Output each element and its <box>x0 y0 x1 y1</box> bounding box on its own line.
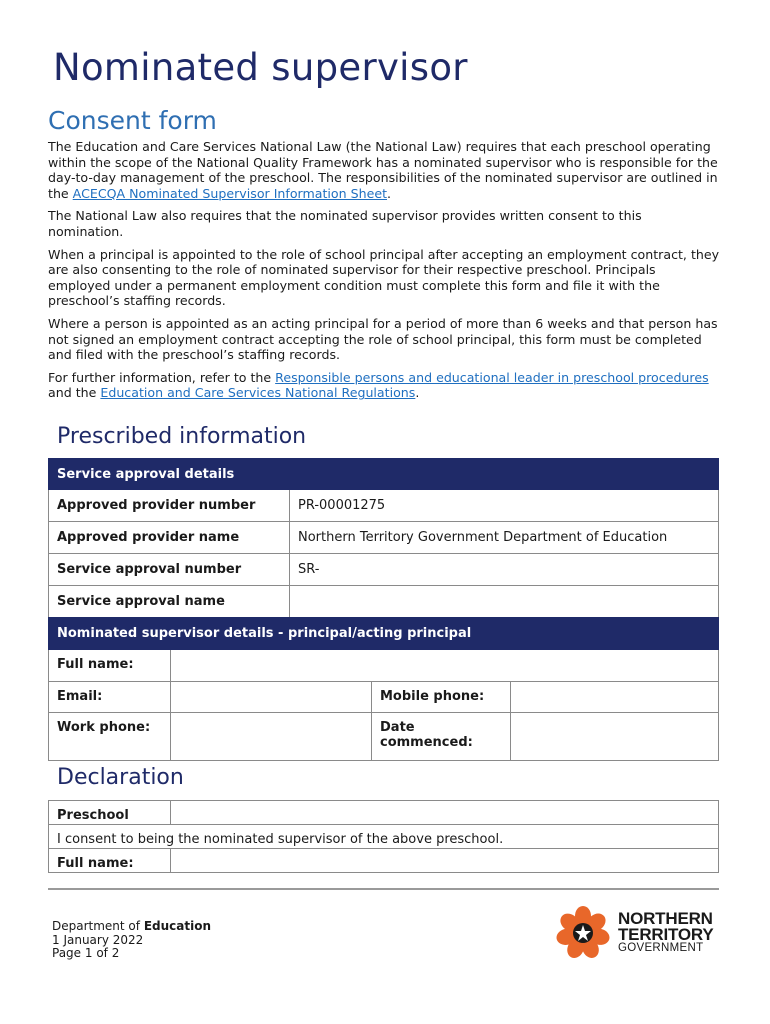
service-approval-table <box>48 458 719 618</box>
document-title: Nominated supervisor <box>53 46 468 89</box>
service-approval-number-field[interactable]: SR- <box>290 554 719 586</box>
preschool-field[interactable] <box>171 801 719 825</box>
email-label: Email: <box>49 682 171 713</box>
nominated-supervisor-table <box>48 617 719 761</box>
date-commenced-label: Date commenced: <box>372 713 511 761</box>
intro-p5-mid: and the <box>48 385 101 401</box>
table-row <box>49 586 719 618</box>
intro-p1-end: . <box>387 185 392 201</box>
footer-date: 1 January 2022 <box>52 932 144 947</box>
service-approval-number-label: Service approval number <box>49 554 290 586</box>
table-row <box>49 713 719 761</box>
declaration-heading: Declaration <box>57 765 184 790</box>
nt-government-logo <box>556 903 726 963</box>
approved-provider-name-field[interactable]: Northern Territory Government Department of Education <box>290 522 719 554</box>
footer-department-prefix: Department of <box>52 919 144 933</box>
footer-page-number: Page 1 of 2 <box>52 946 120 961</box>
mobile-phone-label: Mobile phone: <box>372 682 511 713</box>
intro-paragraph-4: Where a person is appointed as an acting principal for a period of more than 6 weeks and that person has not signed an employment contract accepting the role of school principal, this form must be completed and filed with the preschool’s staffing records. <box>48 315 718 363</box>
approved-provider-number-label: Approved provider number <box>49 490 290 522</box>
table-row <box>49 554 719 586</box>
table-row <box>49 825 719 849</box>
footer-divider <box>48 888 719 890</box>
intro-paragraph-2: The National Law also requires that the nominated supervisor provides written consent to this nomination. <box>48 208 642 239</box>
prescribed-information-heading: Prescribed information <box>57 424 307 449</box>
table-row <box>49 849 719 873</box>
work-phone-label: Work phone: <box>49 713 171 761</box>
table-row <box>49 650 719 682</box>
intro-text <box>48 139 720 408</box>
acecqa-info-sheet-link[interactable]: ACECQA Nominated Supervisor Information Sheet <box>72 185 388 201</box>
intro-p5-start: For further information, refer to the <box>48 369 276 385</box>
service-approval-name-field[interactable] <box>290 586 719 618</box>
table-row <box>49 801 719 825</box>
supervisor-details-header: Nominated supervisor details - principal/acting principal <box>49 618 719 650</box>
service-approval-name-label: Service approval name <box>49 586 290 618</box>
email-field[interactable] <box>171 682 372 713</box>
intro-paragraph-5 <box>48 370 720 401</box>
preschool-label: Preschool <box>49 801 171 825</box>
logo-line-2: TERRITORY <box>618 924 714 944</box>
approved-provider-name-label: Approved provider name <box>49 522 290 554</box>
footer <box>52 920 211 961</box>
intro-p5-end: . <box>415 385 420 401</box>
table-row <box>49 522 719 554</box>
consent-statement: I consent to being the nominated supervisor of the above preschool. <box>49 825 719 849</box>
logo-line-1: NORTHERN <box>618 909 713 928</box>
footer-department-name: Education <box>143 919 211 933</box>
logo-wordmark <box>618 911 714 954</box>
declaration-table-clip <box>48 800 719 874</box>
mobile-phone-field[interactable] <box>511 682 719 713</box>
supervisor-header-row <box>49 618 719 650</box>
responsible-persons-procedures-link[interactable]: Responsible persons and educational leader in preschool procedures <box>275 369 709 385</box>
intro-paragraph-3: When a principal is appointed to the role of school principal after accepting an employment contract, they are also consenting to the role of nominated supervisor for their respective preschool. Principals employed under a permanent employment condition must complete this form and file it with the preschool’s staffing records. <box>48 246 720 309</box>
footer-department <box>52 920 211 934</box>
full-name-label: Full name: <box>49 650 171 682</box>
table-row <box>49 682 719 713</box>
intro-paragraph-1 <box>48 139 720 201</box>
work-phone-field[interactable] <box>171 713 372 761</box>
desert-rose-flower-icon <box>556 903 616 963</box>
date-commenced-field[interactable] <box>511 713 719 761</box>
intro-p1-text: The Education and Care Services National Law (the National Law) requires that each preschool operating within the scope of the National Quality Framework has a nominated supervisor who is responsible for the day-to-day management of the preschool. The responsibilities of the nominated supervisor are outlined in the <box>48 139 718 201</box>
national-regulations-link[interactable]: Education and Care Services National Regulations <box>100 385 416 401</box>
form-subtitle: Consent form <box>48 106 217 135</box>
declaration-full-name-field[interactable] <box>171 849 719 873</box>
full-name-field[interactable] <box>171 650 719 682</box>
logo-line-3: GOVERNMENT <box>618 942 704 954</box>
declaration-full-name-label: Full name: <box>49 849 171 873</box>
approved-provider-number-field[interactable]: PR-00001275 <box>290 490 719 522</box>
service-approval-header-row <box>49 459 719 490</box>
table-row <box>49 490 719 522</box>
declaration-table <box>48 800 719 873</box>
service-approval-header: Service approval details <box>49 459 719 490</box>
